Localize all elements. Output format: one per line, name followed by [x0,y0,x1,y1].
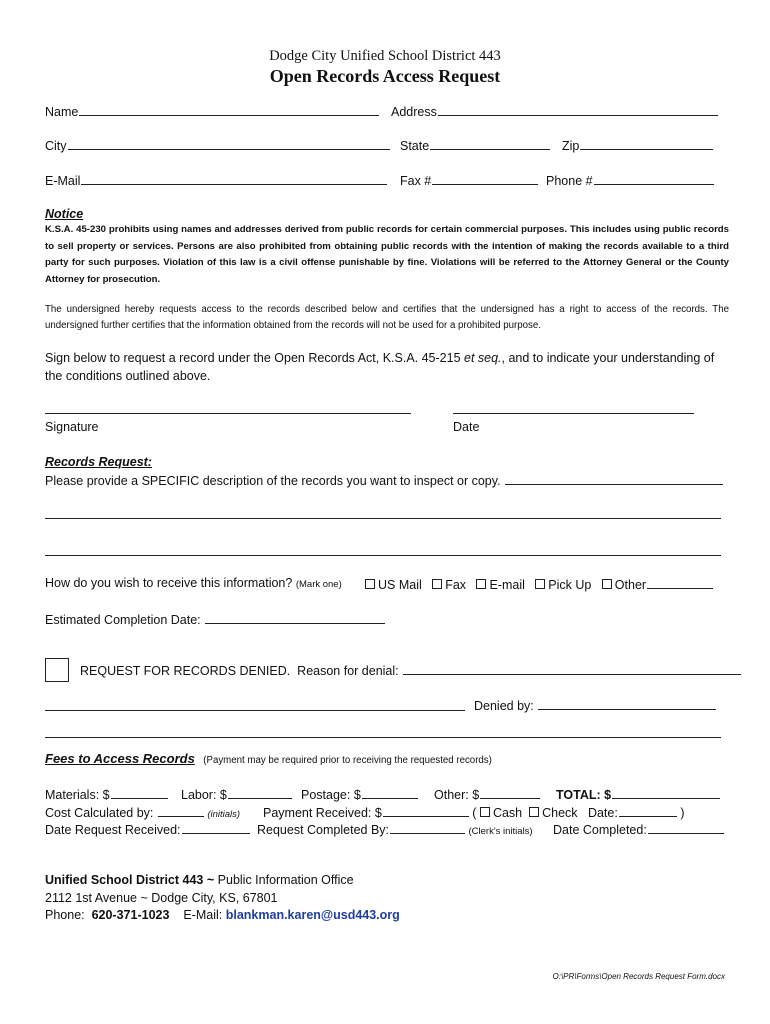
footer-phone-row [45,908,400,922]
denied-checkbox[interactable] [45,658,69,682]
denial-reason-label: Reason for denial: [297,664,399,678]
completed-by-field[interactable] [257,821,533,837]
clerks-initials-note: (Clerk's initials) [468,826,533,837]
notice-text: K.S.A. 45-230 prohibits using names and addresses derived from public records for certain commercial purposes. This includes using public records to sell property or services. Persons are also prohibited from obtaining public records with the intention of making the records available to a third party for such purposes. Violation of this law is a civil offense punishable by fine. Violations will be referred to the Attorney General or the County Attorney for prosecution. [45,224,729,285]
denied-row [80,662,741,678]
state-field[interactable] [400,137,550,153]
phone-label: Phone # [546,174,593,188]
denied-by-line [538,697,716,710]
phone-line [594,172,714,185]
date-received-field[interactable] [45,821,250,837]
payment-date-label: Date: [587,806,618,820]
notice-heading: Notice [45,207,84,221]
option-pick-up[interactable] [535,578,591,592]
records-prompt-line [505,472,723,485]
fax-checkbox[interactable] [432,579,442,589]
pick-up-checkbox[interactable] [535,579,545,589]
signature-label: Signature [45,420,99,434]
other-line [647,576,713,589]
labor-field[interactable] [181,786,292,802]
name-line [79,103,379,116]
total-label: TOTAL: $ [556,788,612,802]
postage-line [362,786,418,799]
option-us-mail[interactable] [365,578,422,592]
city-line [68,137,390,150]
phone-field[interactable] [546,172,714,188]
footer-city: Dodge City, KS, 67801 [151,891,278,905]
footer-street: 2112 1st Avenue [45,891,137,905]
labor-label: Labor: $ [181,788,227,802]
mark-one-note: (Mark one) [295,579,342,590]
denied-by-field[interactable] [474,697,716,713]
footer-office: Public Information Office [217,873,354,887]
date-completed-field[interactable] [553,821,724,837]
fax-label-option: Fax [445,578,467,592]
footer-email-label: E-Mail: [183,908,223,922]
date-completed-label: Date Completed: [553,823,647,837]
certification-text: The undersigned hereby requests access to the records described below and certifies that the undersigned has a right to access of the records. The undersigned further certifies that the information obtained from the records will not be used for a prohibited purpose. [45,304,729,331]
email-checkbox[interactable] [476,579,486,589]
postage-label: Postage: $ [301,788,361,802]
date-received-label: Date Request Received: [45,823,181,837]
fax-line [432,172,538,185]
fees-note: (Payment may be required prior to receiving the requested records) [203,755,492,766]
other-label: Other [614,578,647,592]
completion-field[interactable] [45,611,385,627]
total-field[interactable] [556,786,720,802]
cash-label: Cash [492,806,523,820]
date-label: Date [453,420,480,434]
cost-calculated-line [158,804,204,817]
option-email[interactable] [476,578,524,592]
materials-line [111,786,168,799]
denied-by-label: Denied by: [474,699,534,713]
cost-calculated-label: Cost Calculated by: [45,806,154,820]
materials-label: Materials: $ [45,788,110,802]
completed-by-label: Request Completed By: [257,823,390,837]
name-label: Name [45,105,79,119]
us-mail-label: US Mail [378,578,422,592]
option-other[interactable] [602,578,713,592]
other-fee-label: Other: $ [434,788,480,802]
close-paren: ) [680,806,685,820]
materials-field[interactable] [45,786,168,802]
state-line [430,137,550,150]
address-label: Address [391,105,437,119]
check-label: Check [542,806,578,820]
records-prompt: Please provide a SPECIFIC description of the records you want to inspect or copy. [45,474,501,488]
records-line-2[interactable] [45,555,721,556]
name-field[interactable] [45,103,379,119]
email-label: E-Mail [45,174,81,188]
other-checkbox[interactable] [602,579,612,589]
cost-calculated-field[interactable] [45,804,240,820]
zip-line [580,137,713,150]
sign-text-2: , and to indicate your understanding of the conditions outlined above. [45,351,715,383]
pick-up-label: Pick Up [548,578,592,592]
denial-reason-line-2[interactable] [45,710,465,711]
us-mail-checkbox[interactable] [365,579,375,589]
address-field[interactable] [391,103,718,119]
records-prompt-field[interactable] [45,472,723,488]
footer-tilde-2: ~ [140,891,148,905]
address-line [438,103,718,116]
email-field[interactable] [45,172,387,188]
records-request-heading: Records Request: [45,455,152,469]
zip-label: Zip [562,139,580,153]
footer-address-row [45,891,278,905]
denied-label: REQUEST FOR RECORDS DENIED. [80,664,291,678]
footer-tilde-1: ~ [206,873,215,887]
date-completed-line [648,821,724,834]
completion-label: Estimated Completion Date: [45,613,201,627]
footer-phone: 620-371-1023 [91,908,170,922]
receive-question-row [45,576,342,590]
footer-phone-label: Phone: [45,908,85,922]
receive-options [365,576,713,592]
zip-field[interactable] [562,137,713,153]
payment-date-line[interactable] [619,804,677,817]
total-line [612,786,720,799]
fees-heading-row [45,750,492,768]
records-line-1[interactable] [45,518,721,519]
date-received-line [182,821,250,834]
fees-heading: Fees to Access Records [45,751,195,766]
sign-instructions [45,349,735,385]
district-name: Dodge City Unified School District 443 [269,48,501,64]
other-fee-field[interactable] [434,786,540,802]
email-line [81,172,387,185]
labor-line [228,786,292,799]
footer-email-link[interactable]: blankman.karen@usd443.org [225,908,400,922]
other-fee-line [480,786,540,799]
cash-option[interactable] [480,806,522,820]
completed-by-line [390,821,465,834]
footer-org: Unified School District 443 [45,873,204,887]
check-option[interactable] [529,806,577,820]
option-fax[interactable] [432,578,466,592]
section-divider [45,737,721,738]
file-path: O:\PR\Forms\Open Records Request Form.docx [552,972,725,981]
sign-text-1: Sign below to request a record under the Open Records Act, K.S.A. 45-215 [45,351,464,365]
fax-label: Fax # [400,174,432,188]
fax-field[interactable] [400,172,538,188]
state-label: State [400,139,430,153]
completion-line [205,611,385,624]
postage-field[interactable] [301,786,418,802]
sign-text-italic: et seq. [464,351,502,365]
denial-reason-line[interactable] [403,662,741,675]
email-label-option: E-mail [489,578,525,592]
check-checkbox[interactable] [529,807,539,817]
city-label: City [45,139,67,153]
receive-question: How do you wish to receive this information? [45,576,293,590]
payment-received-field[interactable] [263,804,685,820]
signature-line[interactable] [45,413,411,414]
payment-received-line [383,804,469,817]
date-line[interactable] [453,413,694,414]
city-field[interactable] [45,137,390,153]
initials-note: (initials) [207,809,241,820]
footer-org-row [45,873,354,887]
form-title: Open Records Access Request [269,66,501,86]
payment-received-label: Payment Received: $ [263,806,382,820]
open-paren: ( [472,806,477,820]
cash-checkbox[interactable] [480,807,490,817]
